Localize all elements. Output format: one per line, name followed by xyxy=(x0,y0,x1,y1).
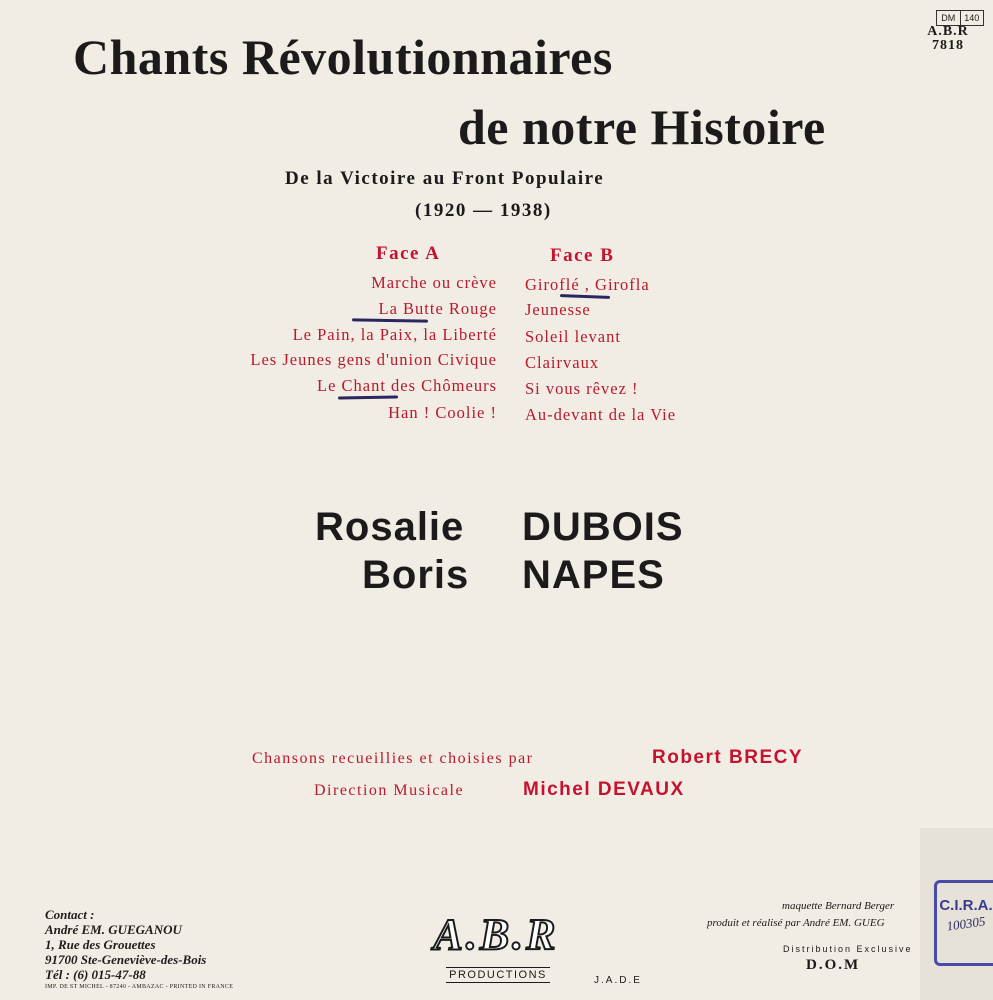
catalog-stamp-left: DM xyxy=(937,11,961,25)
face-a-track: Le Pain, la Paix, la Liberté xyxy=(292,325,497,344)
contact-block xyxy=(45,907,206,982)
artist-1-first: Rosalie xyxy=(315,505,465,549)
credit-name: Michel DEVAUX xyxy=(523,779,685,800)
distributor: D.O.M xyxy=(806,957,861,973)
face-b-track: Soleil levant xyxy=(525,327,621,346)
title-line-1: Chants Révolutionnaires xyxy=(73,29,613,85)
face-a-track: La Butte Rouge xyxy=(378,299,497,318)
produced-credit: produit et réalisé par André EM. GUEG xyxy=(707,917,885,929)
cira-stamp-number: 100305 xyxy=(945,913,987,934)
face-a-track: Han ! Coolie ! xyxy=(388,403,497,422)
catalog-stamp-right: 140 xyxy=(964,13,980,23)
contact-line: 91700 Ste-Geneviève-des-Bois xyxy=(45,952,207,967)
credit-name: Robert BRECY xyxy=(652,747,804,768)
contact-line: André EM. GUEGANOU xyxy=(45,922,182,937)
catalog-label: A.B.R xyxy=(927,24,969,39)
jade-label: J.A.D.E xyxy=(594,975,642,986)
face-a-heading: Face A xyxy=(376,243,441,264)
face-b-track: Giroflé , Girofla xyxy=(525,275,650,294)
contact-line: Contact : xyxy=(45,907,95,922)
subtitle-line-2: (1920 — 1938) xyxy=(415,200,552,221)
artist-2-last: NAPES xyxy=(522,553,665,597)
catalog-number: 7818 xyxy=(932,38,964,53)
distribution-label: Distribution Exclusive xyxy=(783,944,913,954)
cira-stamp-text: C.I.R.A. xyxy=(939,897,993,914)
subtitle-line-1: De la Victoire au Front Populaire xyxy=(285,168,605,189)
face-a-track: Les Jeunes gens d'union Civique xyxy=(250,350,497,369)
printer-credit: IMP. DE ST MICHEL - 87240 - AMBAZAC - PRINTED IN FRANCE xyxy=(45,984,234,990)
face-b-track: Si vous rêvez ! xyxy=(525,379,639,398)
abr-logo-subtext: PRODUCTIONS xyxy=(446,967,550,983)
contact-line: 1, Rue des Grouettes xyxy=(45,937,156,952)
face-b-track: Au-devant de la Vie xyxy=(525,405,677,424)
contact-line: Tél : (6) 015-47-88 xyxy=(45,967,146,982)
artist-1-last: DUBOIS xyxy=(522,505,684,549)
face-a-track: Marche ou crève xyxy=(371,273,497,292)
artist-2-first: Boris xyxy=(362,553,470,597)
cira-stamp xyxy=(934,880,993,966)
face-b-track: Jeunesse xyxy=(525,300,591,319)
maquette-credit: maquette Bernard Berger xyxy=(782,900,895,912)
face-b-track: Clairvaux xyxy=(525,353,600,372)
abr-logo: A.B.R xyxy=(433,910,559,959)
credit-label: Chansons recueillies et choisies par xyxy=(252,750,534,767)
title-line-2: de notre Histoire xyxy=(458,99,826,155)
face-a-track: Le Chant des Chômeurs xyxy=(316,376,497,395)
credit-label: Direction Musicale xyxy=(314,782,465,799)
face-b-heading: Face B xyxy=(550,245,615,266)
